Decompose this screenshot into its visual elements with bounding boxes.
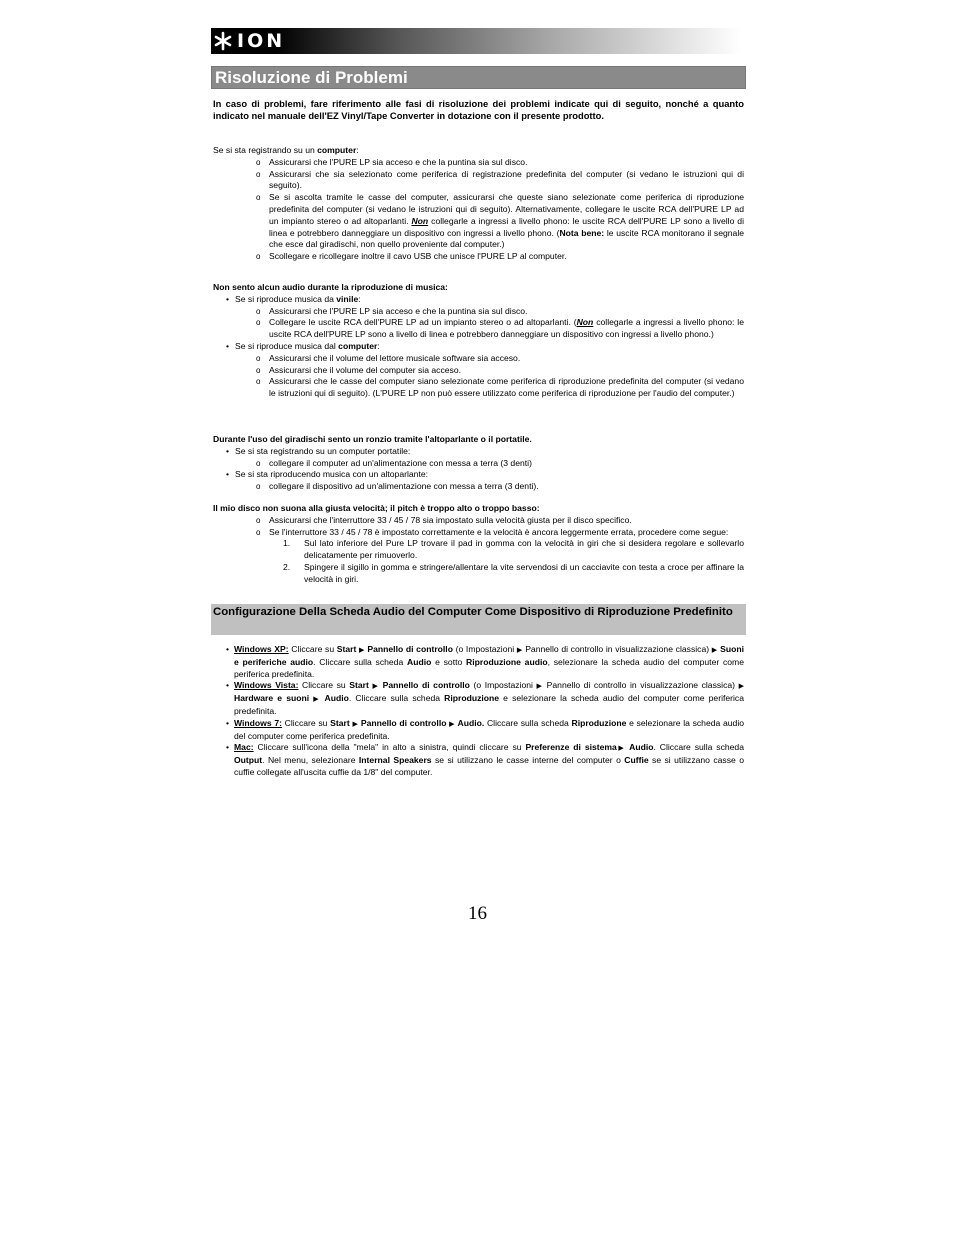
- list-item: o Assicurarsi che le casse del computer siano selezionate come periferica di riproduzione predefinita del computer (si vedano le istruzioni qui di seguito). (L'PURE LP non può essere utilizzato come periferica di riproduzione per l'audio del computer.): [213, 376, 744, 400]
- arrow-right-icon: ▶: [516, 647, 523, 654]
- list-item: 2. Spingere il sigillo in gomma e stringere/allentare la vite servendosi di un cacciavite con testa a croce per affinare la velocità in giri.: [283, 561, 744, 584]
- list-item: o Assicurarsi che il volume del computer sia acceso.: [213, 365, 744, 377]
- list-item: o Collegare le uscite RCA dell'PURE LP ad un impianto stereo o ad altoparlanti. (Non collegarle a ingressi a livello phono: le uscite RCA dell'PURE LP sono a livello di linea e potrebbero danneggiare un dispositivo con ingressi a livello phono.): [213, 317, 744, 341]
- section-heading: Non sento alcun audio durante la riproduzione di musica:: [213, 282, 448, 292]
- page-number: 16: [468, 903, 487, 924]
- list-item: • Se si sta riproducendo musica con un altoparlante: o collegare il dispositivo ad un'alimentazione con messa a terra (3 denti).: [213, 469, 744, 493]
- list-item-windows-7: • Windows 7: Cliccare su Start ▶ Pannello di controllo ▶ Audio. Cliccare sulla scheda Riproduzione e selezionare la scheda audio del computer come periferica predefinita.: [213, 718, 744, 743]
- arrow-right-icon: ▶: [616, 745, 626, 753]
- list-item: o Assicurarsi che l'PURE LP sia acceso e che la puntina sia sul disco.: [213, 306, 744, 318]
- list-item: o Assicurarsi che il volume del lettore musicale software sia acceso.: [213, 353, 744, 365]
- bullet-list: [213, 446, 744, 493]
- list-item: o Assicurarsi che sia selezionato come periferica di registrazione predefinita del computer (si vedano le istruzioni qui di seguito).: [213, 169, 744, 193]
- page-title: Risoluzione di Problemi: [211, 66, 746, 89]
- arrow-right-icon: ▶: [449, 720, 455, 728]
- list-item: • Se si riproduce musica dal computer: o Assicurarsi che il volume del lettore musicale software sia acceso. o Assicurarsi che il volume del computer sia acceso. o Assicurarsi che le casse del computer siano selezionate come periferica di riproduzione predefinita del computer (si vedano le istruzioni qui di seguito). (L'PURE LP non può essere utilizzato come periferica di riproduzione per l'audio del computer.): [213, 341, 744, 400]
- section-config: [213, 644, 744, 779]
- list-item-windows-xp: • Windows XP: Cliccare su Start ▶ Pannello di controllo (o Impostazioni ▶ Pannello di controllo in visualizzazione classica) ▶ Suoni e periferiche audio. Cliccare sulla scheda Audio e sotto Riproduzione audio, selezionare la scheda audio del computer come periferica predefinita.: [213, 644, 744, 680]
- arrow-right-icon: ▶: [372, 683, 380, 691]
- list-item: o Se si ascolta tramite le casse del computer, assicurarsi che queste siano selezionate come periferica di riproduzione predefinita del computer (si vedano le istruzioni qui di seguito). Alternativamente, collegare le uscite RCA dell'PURE LP ad un impianto stereo o ad altoparlanti. Non collegarle a ingressi a livello phono: le uscite RCA dell'PURE LP sono a livello di linea e potrebbero danneggiare un dispositivo con ingressi a livello phono. (Nota bene: le uscite RCA monitorano il segnale che esce dal giradischi, non quello proveniente dal computer.): [213, 192, 744, 251]
- section-recording: [213, 145, 744, 263]
- section-speed: [213, 503, 744, 586]
- section-heading: Durante l'uso del giradischi sento un ronzio tramite l'altoparlante o il portatile.: [213, 434, 532, 444]
- section-no-audio: [213, 282, 744, 400]
- list-item: 1. Sul lato inferiore del Pure LP trovare il pad in gomma con la velocità in giri che si desidera regolare e sollevarlo delicatamente per rimuoverlo.: [283, 538, 744, 561]
- arrow-right-icon: ▶: [738, 683, 744, 691]
- brand-header-bar: [211, 28, 741, 54]
- list-item-mac: • Mac: Cliccare sull'icona della "mela" in alto a sinistra, quindi cliccare su Preferenze di sistema▶ Audio. Cliccare sulla scheda Output. Nel menu, selezionare Internal Speakers se si utilizzano le casse interne del computer o Cuffie se si utilizzano casse o cuffie collegate all'uscita cuffie da 1/8" del computer.: [213, 742, 744, 778]
- section-heading: Il mio disco non suona alla giusta velocità; il pitch è troppo alto o troppo basso:: [213, 503, 540, 513]
- list-item: o collegare il dispositivo ad un'alimentazione con messa a terra (3 denti).: [213, 481, 744, 493]
- section-hum: [213, 434, 744, 493]
- bullet-list: [213, 294, 744, 400]
- list-item: o Scollegare e ricollegare inoltre il cavo USB che unisce l'PURE LP al computer.: [213, 251, 744, 263]
- intro-paragraph: In caso di problemi, fare riferimento alle fasi di risoluzione dei problemi indicate qui di seguito, nonché a quanto indicato nel manuale dell'EZ Vinyl/Tape Converter in dotazione con il presente prodotto.: [213, 98, 744, 122]
- arrow-right-icon: ▶: [711, 647, 718, 654]
- list-item: o Assicurarsi che l'interruttore 33 / 45 / 78 sia impostato sulla velocità giusta per il disco specifico.: [213, 515, 744, 527]
- config-section-title: Configurazione Della Scheda Audio del Computer Come Dispositivo di Riproduzione Predefinito: [211, 604, 746, 635]
- list-item: o Se l'interruttore 33 / 45 / 78 è impostato correttamente e la velocità è ancora leggermente errata, procedere come segue:: [213, 527, 744, 539]
- arrow-right-icon: ▶: [359, 647, 365, 654]
- ion-star-icon: [213, 31, 233, 51]
- list-item: o collegare il computer ad un'alimentazione con messa a terra (3 denti): [213, 458, 744, 470]
- ion-logo: [213, 30, 285, 52]
- list-item: o Assicurarsi che l'PURE LP sia acceso e che la puntina sia sul disco.: [213, 157, 744, 169]
- arrow-right-icon: ▶: [536, 683, 544, 691]
- list-item-windows-vista: • Windows Vista: Cliccare su Start ▶ Pannello di controllo (o Impostazioni ▶ Pannello di controllo in visualizzazione classica) ▶ Hardware e suoni ▶ Audio. Cliccare sulla scheda Riproduzione e selezionare la scheda audio del computer come periferica predefinita.: [213, 680, 744, 717]
- ion-logo-text: ION: [237, 30, 286, 52]
- list-item: • Se si riproduce musica da vinile: o Assicurarsi che l'PURE LP sia acceso e che la puntina sia sul disco. o Collegare le uscite RCA dell'PURE LP ad un impianto stereo o ad altoparlanti. (Non collegarle a ingressi a livello phono: le uscite RCA dell'PURE LP sono a livello di linea e potrebbero danneggiare un dispositivo con ingressi a livello phono.): [213, 294, 744, 341]
- arrow-right-icon: ▶: [352, 720, 359, 728]
- checklist: [213, 515, 744, 539]
- checklist: [213, 157, 744, 263]
- numbered-list: [213, 538, 744, 585]
- os-instructions-list: [213, 644, 744, 779]
- arrow-right-icon: ▶: [313, 696, 321, 704]
- list-item: • Se si sta registrando su un computer portatile: o collegare il computer ad un'alimentazione con messa a terra (3 denti): [213, 446, 744, 470]
- section-lead: Se si sta registrando su un computer:: [213, 145, 359, 155]
